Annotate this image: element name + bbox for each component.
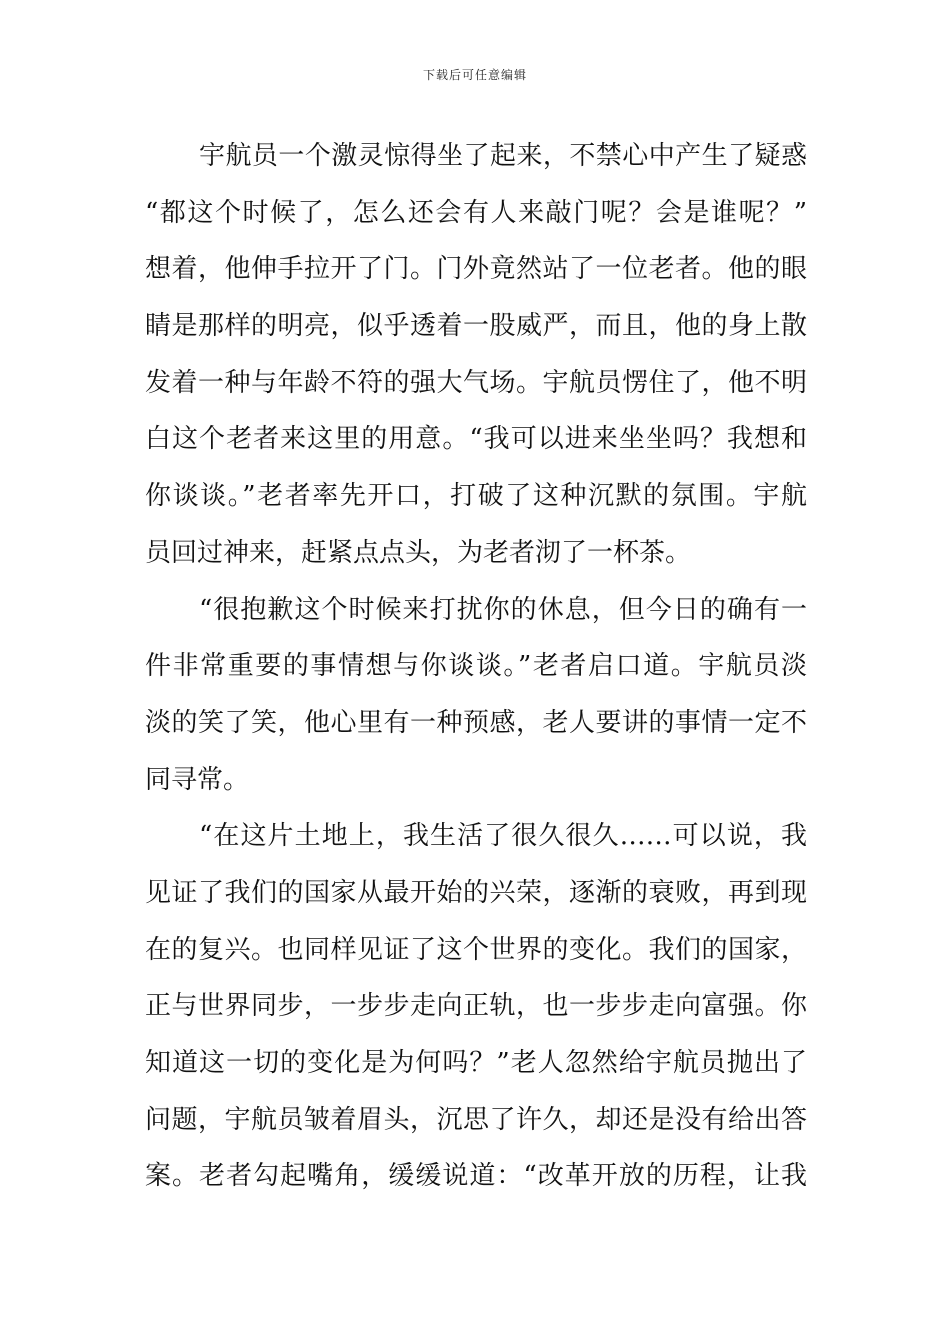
text-line: 你谈谈。”老者率先开口，打破了这种沉默的氛围。宇航 — [145, 481, 807, 512]
paragraph-2 — [145, 582, 807, 809]
paragraph-1 — [145, 128, 807, 582]
text-line: 睛是那样的明亮，似乎透着一股威严，而且，他的身上散 — [145, 311, 807, 342]
page-header: 下载后可任意编辑 — [422, 68, 527, 82]
text-line: 知道这一切的变化是为何吗？”老人忽然给宇航员抛出了 — [145, 1048, 807, 1078]
text-line: “都这个时候了，怎么还会有人来敲门呢？会是谁呢？” — [145, 197, 807, 228]
paragraph-3 — [145, 808, 807, 1205]
text-line: 正与世界同步，一步步走向正轨，也一步步走向富强。你 — [145, 991, 807, 1022]
text-line: 同寻常。 — [145, 764, 250, 795]
document-body — [145, 128, 807, 1205]
text-line: 白这个老者来这里的用意。“我可以进来坐坐吗？我想和 — [145, 424, 807, 455]
text-line: 见证了我们的国家从最开始的兴荣，逐渐的衰败，再到现 — [145, 877, 807, 908]
text-line: 员回过神来，赶紧点点头，为老者沏了一杯茶。 — [145, 537, 692, 568]
text-line: 案。老者勾起嘴角，缓缓说道：“改革开放的历程，让我 — [145, 1161, 807, 1192]
text-line: “在这片土地上，我生活了很久很久……可以说，我 — [199, 821, 807, 852]
text-line: 宇航员一个激灵惊得坐了起来，不禁心中产生了疑惑 — [199, 141, 807, 171]
text-line: 淡的笑了笑，他心里有一种预感，老人要讲的事情一定不 — [145, 707, 807, 738]
text-line: 件非常重要的事情想与你谈谈。”老者启口道。宇航员淡 — [145, 651, 807, 682]
text-line: “很抱歉这个时候来打扰你的休息，但今日的确有一 — [199, 594, 807, 625]
text-line: 在的复兴。也同样见证了这个世界的变化。我们的国家， — [145, 934, 807, 965]
text-line: 发着一种与年龄不符的强大气场。宇航员愣住了，他不明 — [145, 367, 807, 398]
text-line: 想着，他伸手拉开了门。门外竟然站了一位老者。他的眼 — [145, 254, 807, 285]
text-line: 问题，宇航员皱着眉头，沉思了许久，却还是没有给出答 — [145, 1104, 807, 1135]
